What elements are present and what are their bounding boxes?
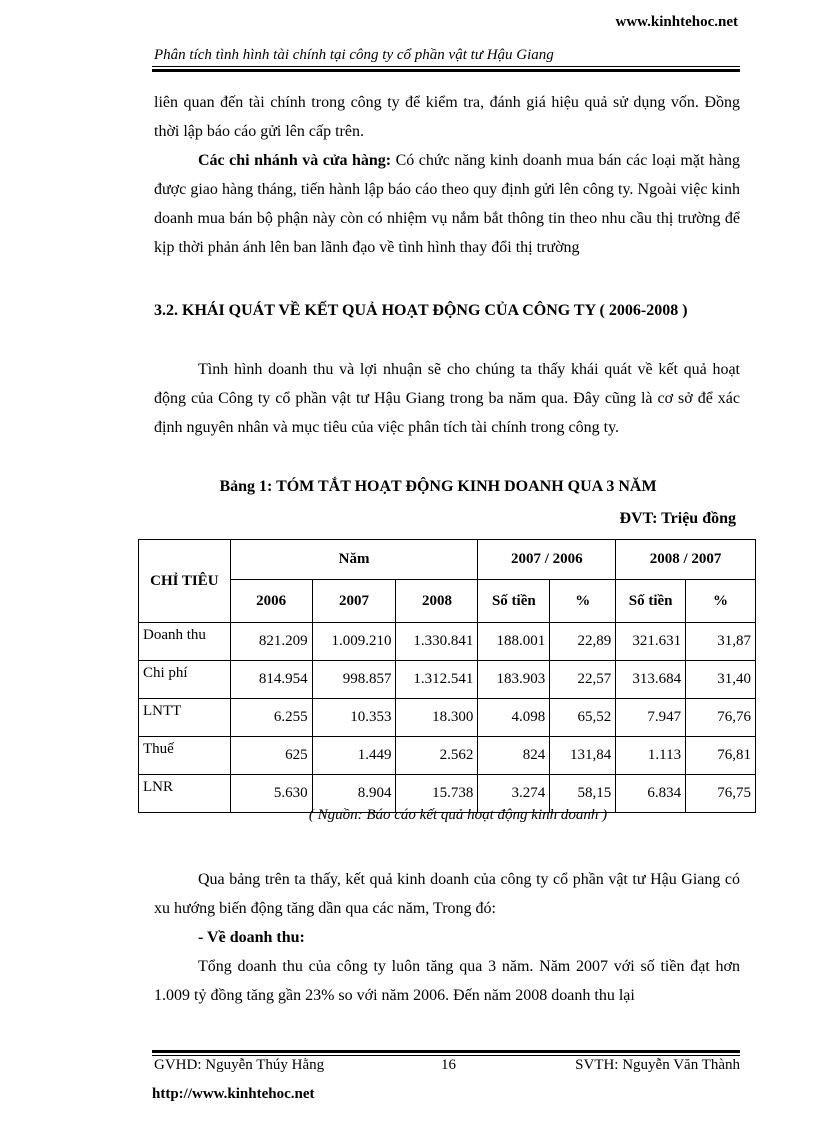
cell-cmp2-amount: 321.631	[616, 623, 686, 661]
cell-cmp2-pct: 76,76	[686, 699, 756, 737]
cell-2008: 18.300	[396, 699, 478, 737]
cell-cmp1-amount: 183.903	[478, 661, 550, 699]
cell-cmp1-pct: 22,57	[550, 661, 616, 699]
cell-2008: 1.330.841	[396, 623, 478, 661]
table-title: Bảng 1: TÓM TẮT HOẠT ĐỘNG KINH DOANH QUA 3 NĂM	[219, 478, 657, 495]
cell-cmp2-amount: 7.947	[616, 699, 686, 737]
table-header-row	[139, 540, 756, 580]
cmp2-pct-header: %	[686, 580, 756, 623]
footer-rule-thin	[152, 1055, 740, 1056]
analysis-paragraph: Qua bảng trên ta thấy, kết quả kinh doanh của công ty cổ phần vật tư Hậu Giang có xu hướng biến động tăng dần qua các năm, Trong đó:	[154, 871, 740, 917]
col-year-header: Năm	[230, 540, 478, 580]
table-row	[139, 623, 756, 661]
year-2008-header: 2008	[396, 580, 478, 623]
row-label: Thuế	[139, 737, 231, 775]
cell-2007: 1.449	[312, 737, 396, 775]
col-indicator-header: CHỈ TIÊU	[139, 540, 231, 623]
header-document-title: Phân tích tình hình tài chính tại công ty cổ phần vật tư Hậu Giang	[154, 47, 554, 63]
cell-2008: 2.562	[396, 737, 478, 775]
cell-2006: 625	[230, 737, 312, 775]
cell-2006: 6.255	[230, 699, 312, 737]
cell-cmp1-pct: 22,89	[550, 623, 616, 661]
table-row	[139, 699, 756, 737]
cell-cmp2-amount: 313.684	[616, 661, 686, 699]
cell-cmp2-pct: 76,81	[686, 737, 756, 775]
cell-cmp1-amount: 4.098	[478, 699, 550, 737]
section-paragraph: Tình hình doanh thu và lợi nhuận sẽ cho chúng ta thấy khái quát về kết quả hoạt động của Công ty cổ phần vật tư Hậu Giang trong ba năm qua. Đây cũng là cơ sở để xác định nguyên nhân và mục tiêu của việc phân tích tài chính trong công ty.	[154, 361, 740, 436]
cell-cmp1-amount: 824	[478, 737, 550, 775]
row-label: Doanh thu	[139, 623, 231, 661]
footer-page-number: 16	[441, 1057, 456, 1073]
analysis-block	[154, 865, 740, 1010]
year-2006-header: 2006	[230, 580, 312, 623]
cell-cmp1-amount: 188.001	[478, 623, 550, 661]
cell-2006: 821.209	[230, 623, 312, 661]
cmp2-amount-header: Số tiền	[616, 580, 686, 623]
cmp1-pct-header: %	[550, 580, 616, 623]
header-rule-thick	[152, 69, 740, 72]
table-row	[139, 737, 756, 775]
branches-paragraph	[154, 146, 740, 262]
section-heading: 3.2. KHÁI QUÁT VỀ KẾT QUẢ HOẠT ĐỘNG CỦA CÔNG TY ( 2006-2008 )	[154, 302, 688, 319]
cell-cmp2-amount: 6.834	[616, 775, 686, 813]
footer-rule-thick	[152, 1050, 740, 1053]
row-label: Chi phí	[139, 661, 231, 699]
row-label: LNR	[139, 775, 231, 813]
cell-cmp2-amount: 1.113	[616, 737, 686, 775]
cell-2008: 15.738	[396, 775, 478, 813]
cell-cmp2-pct: 31,87	[686, 623, 756, 661]
table-row	[139, 661, 756, 699]
table-subheader-row	[139, 580, 756, 623]
cell-cmp1-amount: 3.274	[478, 775, 550, 813]
business-summary-table	[138, 539, 756, 813]
branches-label: Các chi nhánh và cửa hàng:	[198, 152, 392, 169]
cell-2007: 1.009.210	[312, 623, 396, 661]
cell-cmp2-pct: 31,40	[686, 661, 756, 699]
cell-2007: 998.857	[312, 661, 396, 699]
cell-2008: 1.312.541	[396, 661, 478, 699]
cell-cmp1-pct: 65,52	[550, 699, 616, 737]
table-unit: ĐVT: Triệu đồng	[619, 510, 736, 527]
revenue-paragraph: Tổng doanh thu của công ty luôn tăng qua 3 năm. Năm 2007 với số tiền đạt hơn 1.009 tỷ đồng tăng gần 23% so với năm 2006. Đến năm 2008 doanh thu lại	[154, 958, 740, 1004]
row-label: LNTT	[139, 699, 231, 737]
col-cmp2-header: 2008 / 2007	[616, 540, 756, 580]
cell-2006: 5.630	[230, 775, 312, 813]
year-2007-header: 2007	[312, 580, 396, 623]
cell-cmp1-pct: 58,15	[550, 775, 616, 813]
header-rule-thin	[152, 66, 740, 67]
cell-2006: 814.954	[230, 661, 312, 699]
footer-instructor: GVHD: Nguyễn Thúy Hằng	[154, 1057, 325, 1073]
intro-paragraph: liên quan đến tài chính trong công ty để kiểm tra, đánh giá hiệu quả sử dụng vốn. Đồng thời lập báo cáo gửi lên cấp trên.	[154, 94, 740, 140]
cell-cmp1-pct: 131,84	[550, 737, 616, 775]
intro-block	[154, 88, 740, 262]
revenue-heading: - Về doanh thu:	[198, 929, 305, 946]
branches-text: Có chức năng kinh doanh mua bán các loại mặt hàng được giao hàng tháng, tiến hành lập báo cáo theo quy định gửi lên công ty. Ngoài việc kinh doanh mua bán bộ phận này còn có nhiệm vụ nắm bắt thông tin theo nhu cầu thị trường để kịp thời phản ánh lên ban lãnh đạo về tình hình thay đổi thị trường	[154, 152, 741, 256]
footer-site-url[interactable]: http://www.kinhtehoc.net	[152, 1086, 315, 1102]
cell-cmp2-pct: 76,75	[686, 775, 756, 813]
table-source-note: ( Nguồn: Báo cáo kết quả hoạt động kinh doanh )	[308, 807, 608, 823]
cell-2007: 10.353	[312, 699, 396, 737]
footer-student: SVTH: Nguyễn Văn Thành	[575, 1057, 740, 1073]
col-cmp1-header: 2007 / 2006	[478, 540, 616, 580]
section-block	[154, 355, 740, 442]
cell-2007: 8.904	[312, 775, 396, 813]
cmp1-amount-header: Số tiền	[478, 580, 550, 623]
header-site-url[interactable]: www.kinhtehoc.net	[615, 14, 738, 30]
